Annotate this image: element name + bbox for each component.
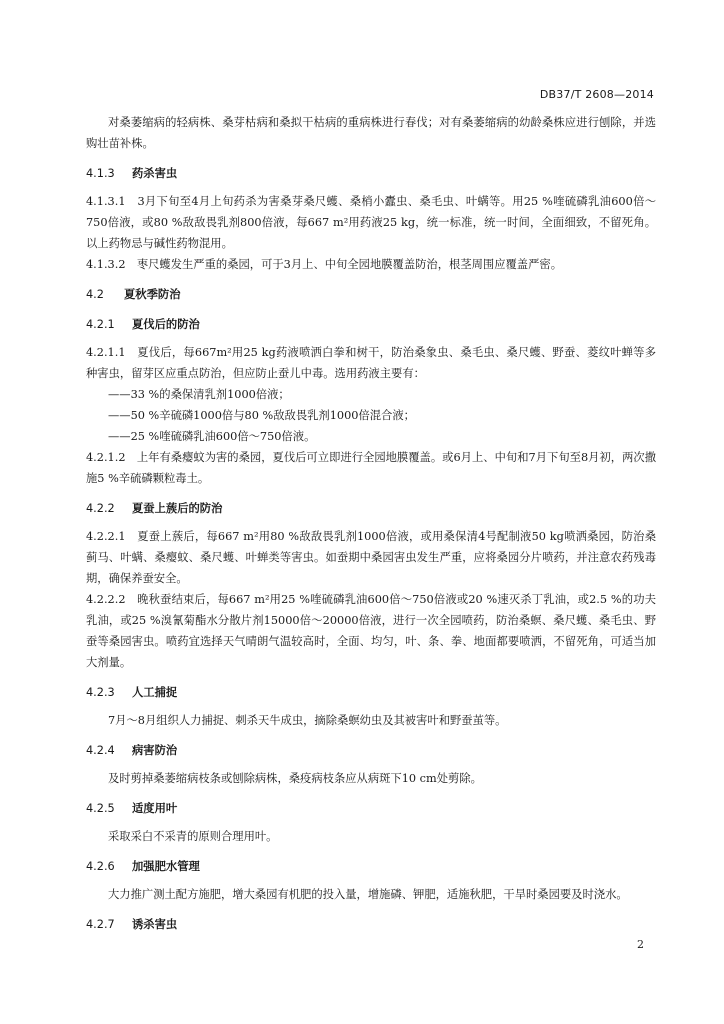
heading-title: 夏蚕上蔟后的防治: [132, 502, 223, 515]
clause-4-2-2-2: 4.2.2.2 晚秋蚕结束后，每667 m²用25 %喹硫磷乳油600倍～750倍液或20 %速灭杀丁乳油，或2.5 %的功夫乳油，或25 %溴氰菊酯水分散片剂15000倍～20000倍液，进行一次全园喷药，防治桑螟、桑尺蠖、桑毛虫、野蚕等桑园害虫。喷药宜选择天气晴朗气温较高时，全面、均匀，叶、条、拳、地面都要喷洒，不留死角，可适当加大剂量。: [86, 593, 656, 669]
heading-number: 4.2.1: [86, 318, 115, 331]
list-item-dash-2: ——50 %辛硫磷1000倍与80 %敌敌畏乳剂1000倍混合液；: [108, 409, 415, 422]
paragraph-4-2-5: 采取采白不采青的原则合理用叶。: [108, 830, 278, 843]
heading-title: 适度用叶: [132, 802, 178, 815]
heading-4-2-1: [86, 314, 656, 335]
clause-4-2-1-1: 4.2.1.1 夏伐后，每667m²用25 kg药液喷洒白拳和树干，防治桑象虫、桑毛虫、桑尺蠖、野蚕、菱纹叶蝉等多种害虫，留芽区应重点防治，但应防止蚕儿中毒。选用药液主要有：: [86, 346, 656, 380]
heading-title: 诱杀害虫: [132, 918, 178, 931]
page-number: 2: [637, 938, 644, 951]
heading-4-2-5: [86, 798, 656, 819]
paragraph-intro: 对桑萎缩病的轻病株、桑芽枯病和桑拟干枯病的重病株进行春伐；对有桑萎缩病的幼龄桑株应进行刨除，并选购壮苗补株。: [86, 116, 656, 150]
heading-number: 4.1.3: [86, 167, 115, 180]
heading-number: 4.2: [86, 288, 104, 301]
clause-4-2-1-2: 4.2.1.2 上年有桑瘿蚊为害的桑园，夏伐后可立即进行全园地膜覆盖。或6月上、中旬和7月下旬至8月初，两次撒施5 %辛硫磷颗粒毒土。: [86, 451, 656, 485]
heading-4-2-6: [86, 856, 656, 877]
heading-title: 人工捕捉: [132, 686, 178, 699]
heading-title: 药杀害虫: [132, 167, 178, 180]
clause-4-1-3-1: 4.1.3.1 3月下旬至4月上旬药杀为害桑芽桑尺蠖、桑梢小蠹虫、桑毛虫、叶螨等。用25 %喹硫磷乳油600倍～750倍液，或80 %敌敌畏乳剂800倍液，每667 m²用药液25 kg，统一标准，统一时间，全面细致，不留死角。以上药物忌与碱性药物混用。: [86, 195, 656, 250]
heading-number: 4.2.6: [86, 860, 115, 873]
paragraph-4-2-3: 7月～8月组织人力捕捉、刺杀天牛成虫，摘除桑螟幼虫及其被害叶和野蚕茧等。: [108, 714, 507, 727]
heading-4-1-3: [86, 163, 656, 184]
heading-number: 4.2.3: [86, 686, 115, 699]
list-item-dash-1: ——33 %的桑保清乳剂1000倍液；: [108, 388, 290, 401]
heading-number: 4.2.7: [86, 918, 115, 931]
heading-4-2-3: [86, 682, 656, 703]
heading-title: 加强肥水管理: [132, 860, 200, 873]
heading-4-2-4: [86, 740, 656, 761]
heading-number: 4.2.5: [86, 802, 115, 815]
heading-4-2-2: [86, 498, 656, 519]
heading-title: 夏伐后的防治: [132, 318, 200, 331]
heading-4-2: [86, 284, 656, 305]
heading-title: 病害防治: [132, 744, 178, 757]
heading-4-2-7: [86, 914, 656, 935]
document-body: [86, 112, 656, 942]
paragraph-4-2-6: 大力推广测土配方施肥，增大桑园有机肥的投入量，增施磷、钾肥，适施秋肥，干旱时桑园要及时浇水。: [108, 888, 628, 901]
list-item-dash-3: ——25 %喹硫磷乳油600倍～750倍液。: [108, 430, 316, 443]
heading-number: 4.2.4: [86, 744, 115, 757]
heading-title: 夏秋季防治: [124, 288, 181, 301]
heading-number: 4.2.2: [86, 502, 115, 515]
clause-4-2-2-1: 4.2.2.1 夏蚕上蔟后，每667 m²用80 %敌敌畏乳剂1000倍液，或用桑保清4号配制液50 kg喷洒桑园，防治桑蓟马、叶螨、桑瘿蚊、桑尺蠖、叶蝉类等害虫。如蚕期中桑园害虫发生严重，应将桑园分片喷药，并注意农药残毒期，确保养蚕安全。: [86, 530, 656, 585]
paragraph-4-2-4: 及时剪掉桑萎缩病枝条或刨除病株，桑疫病枝条应从病斑下10 cm处剪除。: [108, 772, 482, 785]
clause-4-1-3-2: 4.1.3.2 枣尺蠖发生严重的桑园，可于3月上、中旬全园地膜覆盖防治，根茎周围应覆盖严密。: [86, 258, 562, 271]
document-code: DB37/T 2608—2014: [539, 88, 654, 101]
